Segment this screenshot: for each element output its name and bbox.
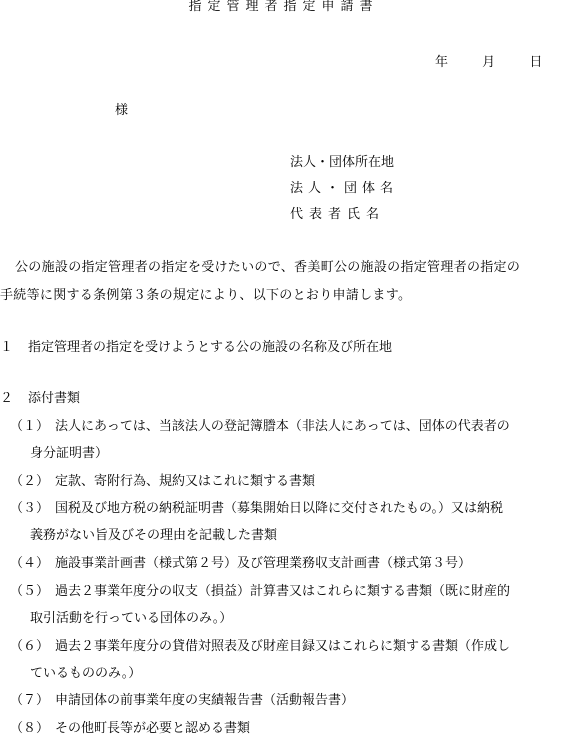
item-number: （８） <box>10 721 50 736</box>
body-text-line-2: 手続等に関する条例第３条の規定により、以下のとおり申請します。 <box>0 288 412 303</box>
attachment-item-3-continuation: 義務がない旨及びその理由を記載した書類 <box>30 528 278 543</box>
document-title: 指定管理者指定申請書 <box>188 0 379 14</box>
attachment-item-6-continuation: ているもののみ。） <box>30 666 142 681</box>
attachment-item-1 <box>10 420 510 433</box>
date-year: 年 <box>435 55 449 70</box>
item-number: （６） <box>10 639 50 654</box>
item-text: 申請団体の前事業年度の実績報告書（活動報告書） <box>55 693 355 708</box>
section-2-number: ２ <box>0 391 14 406</box>
attachment-item-6 <box>10 640 510 653</box>
item-text: 定款、寄附行為、規約又はこれに類する書類 <box>55 474 316 489</box>
section-2 <box>0 392 80 405</box>
attachment-item-4 <box>10 557 471 570</box>
applicant-name-label: 法人・団体名 <box>290 181 399 196</box>
date-month: 月 <box>482 55 496 70</box>
attachment-item-8 <box>10 722 250 735</box>
item-text: 過去２事業年度分の収支（損益）計算書又はこれらに類する書類（既に財産的 <box>55 584 511 599</box>
item-number: （２） <box>10 474 50 489</box>
item-number: （７） <box>10 693 50 708</box>
section-1-text: 指定管理者の指定を受けようとする公の施設の名称及び所在地 <box>28 340 393 355</box>
applicant-address-label: 法人・団体所在地 <box>290 155 395 170</box>
addressee-suffix: 様 <box>115 103 129 118</box>
date-line <box>435 56 542 69</box>
section-1 <box>0 341 392 354</box>
item-text: 過去２事業年度分の貸借対照表及び財産目録又はこれらに類する書類（作成し <box>55 639 511 654</box>
item-number: （５） <box>10 584 50 599</box>
item-text: その他町長等が必要と認める書類 <box>55 721 251 736</box>
item-number: （１） <box>10 419 50 434</box>
attachment-item-3 <box>10 502 503 515</box>
attachment-item-5-continuation: 取引活動を行っている団体のみ。） <box>30 611 233 626</box>
item-number: （４） <box>10 556 50 571</box>
attachment-item-5 <box>10 585 510 598</box>
attachment-item-2 <box>10 475 315 488</box>
item-number: （３） <box>10 501 50 516</box>
item-text: 法人にあっては、当該法人の登記簿謄本（非法人にあっては、団体の代表者の <box>55 419 510 434</box>
attachment-item-1-continuation: 身分証明書） <box>30 446 109 461</box>
section-1-number: １ <box>0 340 14 355</box>
section-2-text: 添付書類 <box>28 391 81 406</box>
item-text: 国税及び地方税の納税証明書（募集開始日以降に交付されたもの。）又は納税 <box>55 501 503 516</box>
item-text: 施設事業計画書（様式第２号）及び管理業務収支計画書（様式第３号） <box>55 556 472 571</box>
date-day: 日 <box>529 55 543 70</box>
applicant-representative-label: 代表者氏名 <box>290 207 386 222</box>
attachment-item-7 <box>10 694 354 707</box>
body-text-line-1: 公の施設の指定管理者の指定を受けたいので、香美町公の施設の指定管理者の指定の <box>15 260 521 275</box>
